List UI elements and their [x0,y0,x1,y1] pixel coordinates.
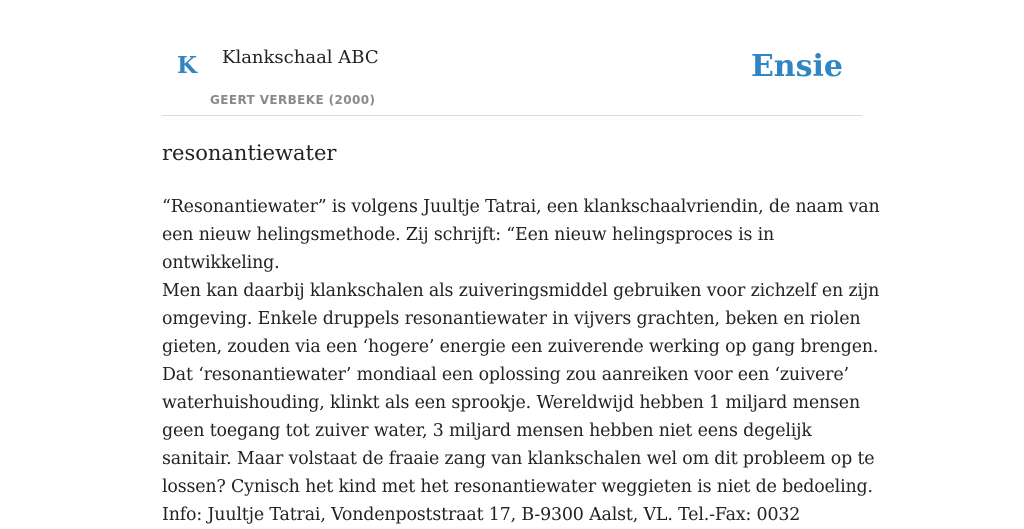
entry-line: een nieuw helingsmethode. Zij schrijft: “Een nieuw helingsproces is in [162,225,775,245]
entry-line: Dat ‘resonantiewater’ mondiaal een oplossing zou aanreiken voor een ‘zuivere’ [162,365,849,385]
entry-body [162,193,880,529]
entry-line: lossen? Cynisch het kind met het resonantiewater weggieten is niet de bedoeling. [162,477,873,497]
entry-line: Men kan daarbij klankschalen als zuiveringsmiddel gebruiken voor zichzelf en zijn [162,281,880,301]
entry-line: gieten, zouden via een ‘hogere’ energie een zuiverende werking op gang brengen. [162,337,879,357]
entry-line: “Resonantiewater” is volgens Juultje Tatrai, een klankschaalvriendin, de naam van [162,197,880,217]
entry-line: omgeving. Enkele druppels resonantiewater in vijvers grachten, beken en riolen [162,309,861,329]
book-logo[interactable]: K [177,52,197,79]
entry-title: resonantiewater [162,141,337,165]
entry-line: sanitair. Maar volstaat de fraaie zang van klankschalen wel om dit probleem op te [162,449,875,469]
page-header [162,38,862,116]
ensie-logo[interactable]: Ensie [750,49,843,84]
entry-line: geen toegang tot zuiver water, 3 miljard mensen hebben niet eens degelijk [162,421,812,441]
entry-line: ontwikkeling. [162,253,280,273]
entry-line: Info: Juultje Tatrai, Vondenpoststraat 17, B-9300 Aalst, VL. Tel.-Fax: 0032 [162,505,801,525]
book-author: GEERT VERBEKE (2000) [210,93,376,107]
entry-line: waterhuishouding, klinkt als een sprookje. Wereldwijd hebben 1 miljard mensen [162,393,861,413]
book-title[interactable]: Klankschaal ABC [222,47,379,68]
